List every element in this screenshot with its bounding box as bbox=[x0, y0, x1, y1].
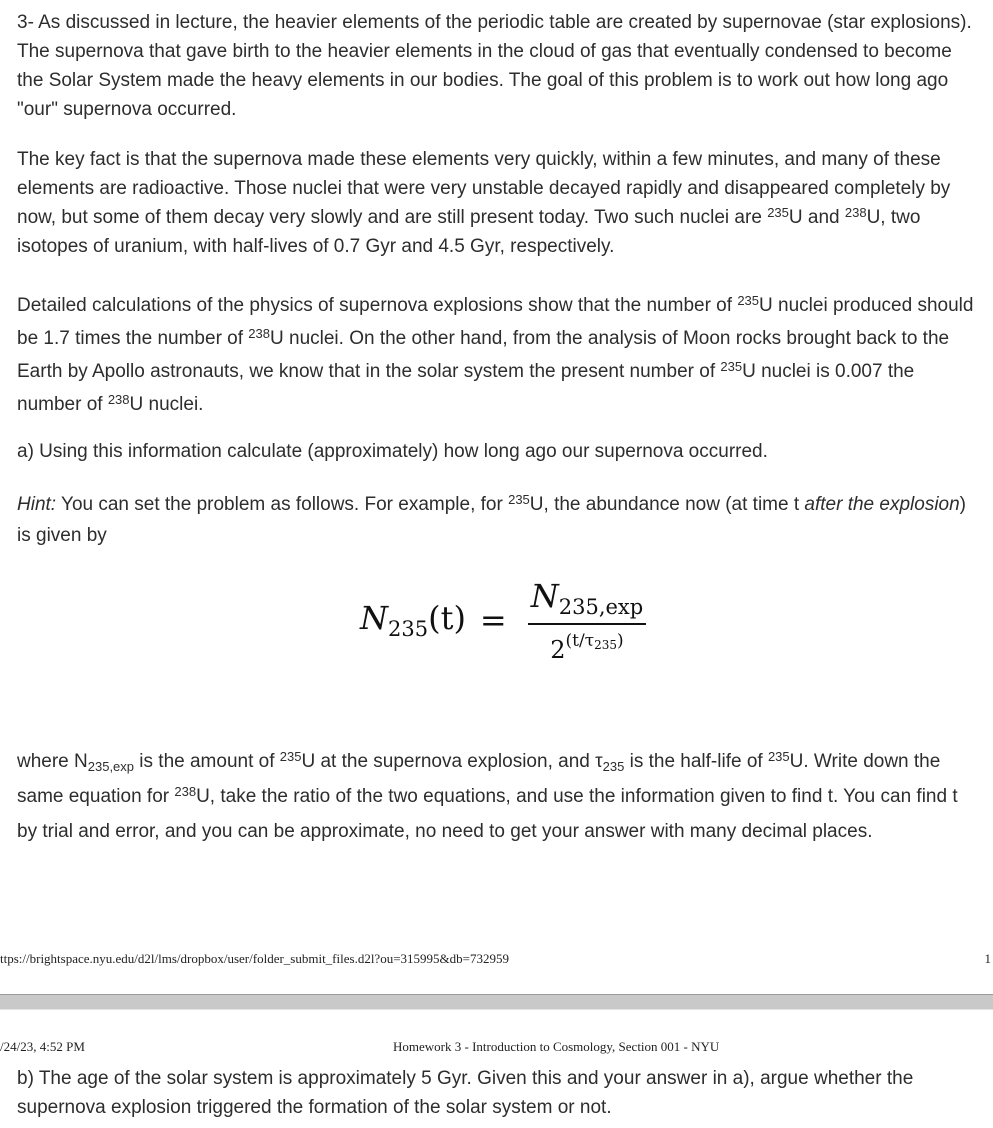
print-footer-url: ttps://brightspace.nyu.edu/d2l/lms/dropbox/user/folder_submit_files.d2l?ou=315995&db=732959 bbox=[0, 951, 509, 966]
equals-sign: = bbox=[479, 601, 507, 639]
question-a: a) Using this information calculate (approximately) how long ago our supernova occurred. bbox=[17, 441, 768, 462]
decay-equation bbox=[360, 570, 649, 670]
hint-paragraph: Hint: You can set the problem as follows. For example, for $^{235}$U, the abundance now (at time t after the explosion) is given by bbox=[17, 492, 966, 546]
question-b: b) The age of the solar system is approximately 5 Gyr. Given this and your answer in a), argue whether the supernova explosion triggered the formation of the solar system or not. bbox=[17, 1068, 914, 1118]
fraction-numerator: $N_{235,exp}$ bbox=[530, 576, 644, 619]
page-separator bbox=[0, 994, 993, 1010]
equation-explanation-paragraph: where $N_{235,exp}$ is the amount of $^{235}$U at the supernova explosion, and $\tau_{235}$ is the half-life of $^{235}$U. Write down the same equation for $^{238}$U, take the ratio of the two equations, and use the information given to find t. You can find t by trial and error, and you can be approximate, no need to get your answer with many decimal places. bbox=[17, 749, 958, 842]
print-footer-page-number: 1 bbox=[984, 951, 991, 966]
equation-fraction bbox=[525, 577, 649, 664]
calculations-paragraph: Detailed calculations of the physics of supernova explosions show that the number of $^{235}$U nuclei produced should be 1.7 times the number of $^{238}$U nuclei. On the other hand, from the analysis of Moon rocks brought back to the Earth by Apollo astronauts, we know that in the solar system the present number of $^{235}$U nuclei is 0.007 the number of $^{238}$U nuclei. bbox=[17, 293, 974, 415]
print-header-title: Homework 3 - Introduction to Cosmology, Section 001 - NYU bbox=[393, 1039, 720, 1054]
key-fact-paragraph: The key fact is that the supernova made these elements very quickly, within a few minutes, and many of these elements are radioactive. Those nuclei that were very unstable decayed rapidly and disappeared completely by now, but some of them decay very slowly and are still present today. Two such nuclei are $^{235}$U and $^{238}$U, two isotopes of uranium, with half-lives of 0.7 Gyr and 4.5 Gyr, respectively. bbox=[17, 149, 951, 257]
print-header-date: /24/23, 4:52 PM bbox=[0, 1039, 85, 1054]
fraction-denominator: $2^{(t/\tau 235)}$ bbox=[550, 630, 624, 664]
problem-intro-paragraph: 3- As discussed in lecture, the heavier elements of the periodic table are created by supernovae (star explosions). The supernova that gave birth to the heavier elements in the cloud of gas that eventually condensed to become the Solar System made the heavy elements in our bodies. The goal of this problem is to work out how long ago "our" supernova occurred. bbox=[17, 12, 972, 120]
equation-lhs: $N_{235}(t)$ bbox=[360, 599, 466, 641]
